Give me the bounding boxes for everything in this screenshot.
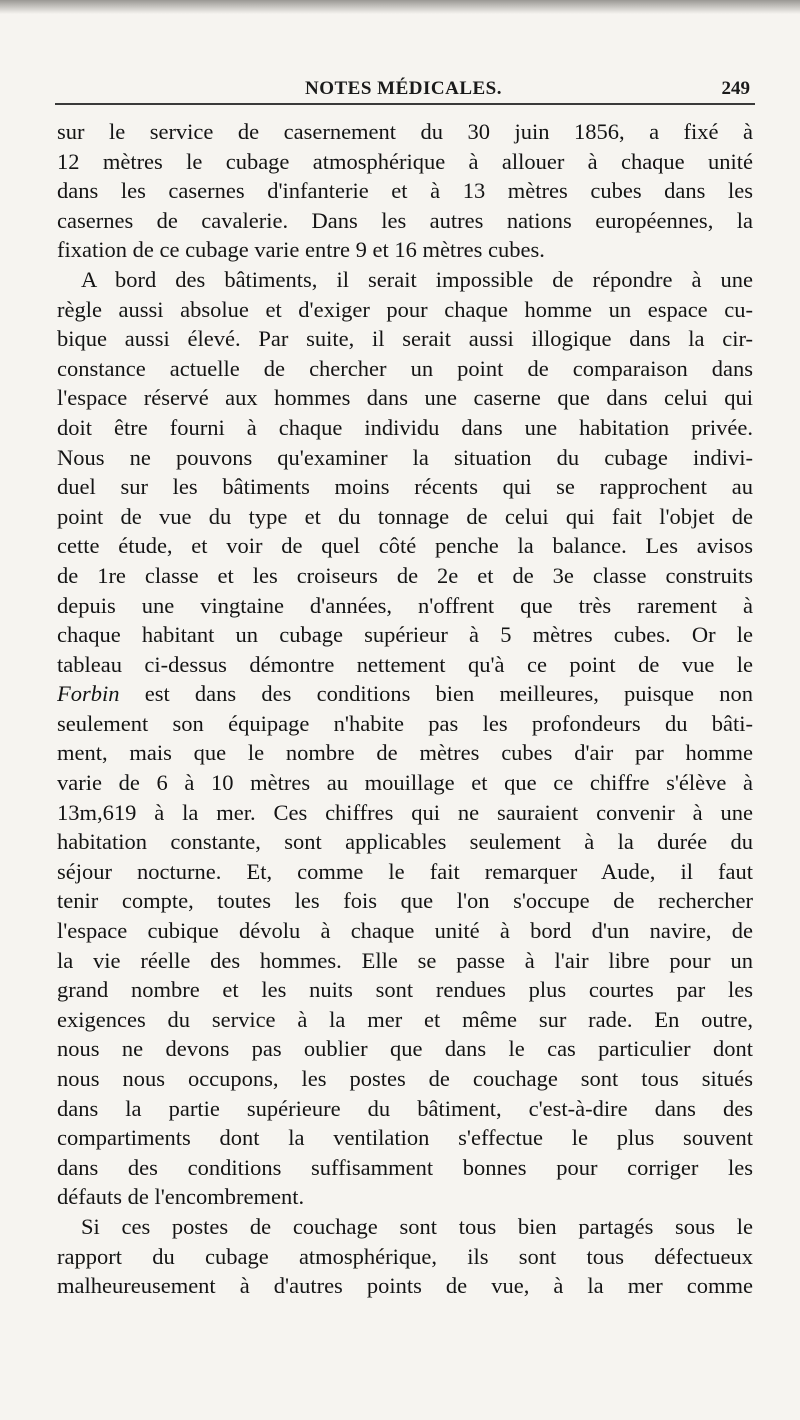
text-line: dans les casernes d'infanterie et à 13 mètres cubes dans les <box>57 178 753 204</box>
text-line: bique aussi élevé. Par suite, il serait aussi illogique dans la cir- <box>57 326 753 352</box>
text-line: Nous ne pouvons qu'examiner la situation du cubage indivi- <box>57 444 753 470</box>
text-line: la vie réelle des hommes. Elle se passe à l'air libre pour un <box>57 947 753 973</box>
text-line: fixation de ce cubage varie entre 9 et 16 mètres cubes. <box>57 237 545 263</box>
text-line: tableau ci-dessus démontre nettement qu'à ce point de vue le <box>57 651 753 677</box>
text-line: 12 mètres le cubage atmosphérique à allouer à chaque unité <box>57 148 753 174</box>
text-line: séjour nocturne. Et, comme le fait remarquer Aude, il faut <box>57 858 753 884</box>
text-line: habitation constante, sont applicables seulement à la durée du <box>57 829 753 855</box>
text-line: doit être fourni à chaque individu dans une habitation privée. <box>57 414 753 440</box>
text-line: nous ne devons pas oublier que dans le cas particulier dont <box>57 1036 753 1062</box>
text-line: depuis une vingtaine d'années, n'offrent que très rarement à <box>57 592 753 618</box>
text-line: l'espace cubique dévolu à chaque unité à bord d'un navire, de <box>57 918 753 944</box>
text-line: de 1re classe et les croiseurs de 2e et de 3e classe construits <box>57 562 753 588</box>
text-line: 13m,619 à la mer. Ces chiffres qui ne sauraient convenir à une <box>57 799 753 825</box>
text-line: dans la partie supérieure du bâtiment, c'est-à-dire dans des <box>57 1095 753 1121</box>
text-line: ment, mais que le nombre de mètres cubes d'air par homme <box>57 740 753 766</box>
text-line: duel sur les bâtiments moins récents qui se rapprochent au <box>57 474 753 500</box>
text-line: seulement son équipage n'habite pas les profondeurs du bâti- <box>57 710 753 736</box>
scan-edge-shadow <box>0 0 800 14</box>
body-text <box>57 117 753 1301</box>
text-line: l'espace réservé aux hommes dans une caserne que dans celui qui <box>57 385 753 411</box>
header-rule <box>55 103 755 105</box>
text-line: varie de 6 à 10 mètres au mouillage et que ce chiffre s'élève à <box>57 770 753 796</box>
text-line: casernes de cavalerie. Dans les autres nations européennes, la <box>57 207 753 233</box>
text-line: exigences du service à la mer et même sur rade. En outre, <box>57 1006 753 1032</box>
text-line: Forbin est dans des conditions bien meilleures, puisque non <box>57 681 753 707</box>
text-line: dans des conditions suffisamment bonnes pour corriger les <box>57 1154 753 1180</box>
text-line: sur le service de casernement du 30 juin 1856, a fixé à <box>57 119 753 144</box>
text-line: rapport du cubage atmosphérique, ils sont tous défectueux <box>57 1243 753 1269</box>
text-line: constance actuelle de chercher un point de comparaison dans <box>57 355 753 381</box>
text-line: tenir compte, toutes les fois que l'on s'occupe de rechercher <box>57 888 753 914</box>
text-line: malheureusement à d'autres points de vue, à la mer comme <box>57 1273 753 1299</box>
text-line: Si ces postes de couchage sont tous bien partagés sous le <box>81 1213 753 1239</box>
text-line: point de vue du type et du tonnage de celui qui fait l'objet de <box>57 503 753 529</box>
text-line: défauts de l'encombrement. <box>57 1184 305 1210</box>
page-number: 249 <box>721 78 750 99</box>
running-title: NOTES MÉDICALES. <box>305 78 502 99</box>
text-line: grand nombre et les nuits sont rendues plus courtes par les <box>57 977 753 1003</box>
text-line: A bord des bâtiments, il serait impossible de répondre à une <box>81 266 753 292</box>
text-line: nous nous occupons, les postes de couchage sont tous situés <box>57 1066 753 1091</box>
text-line: cette étude, et voir de quel côté penche la balance. Les avisos <box>57 533 753 559</box>
text-line: chaque habitant un cubage supérieur à 5 mètres cubes. Or le <box>57 622 753 648</box>
text-line: règle aussi absolue et d'exiger pour chaque homme un espace cu- <box>57 296 753 322</box>
text-line: compartiments dont la ventilation s'effectue le plus souvent <box>57 1125 753 1151</box>
